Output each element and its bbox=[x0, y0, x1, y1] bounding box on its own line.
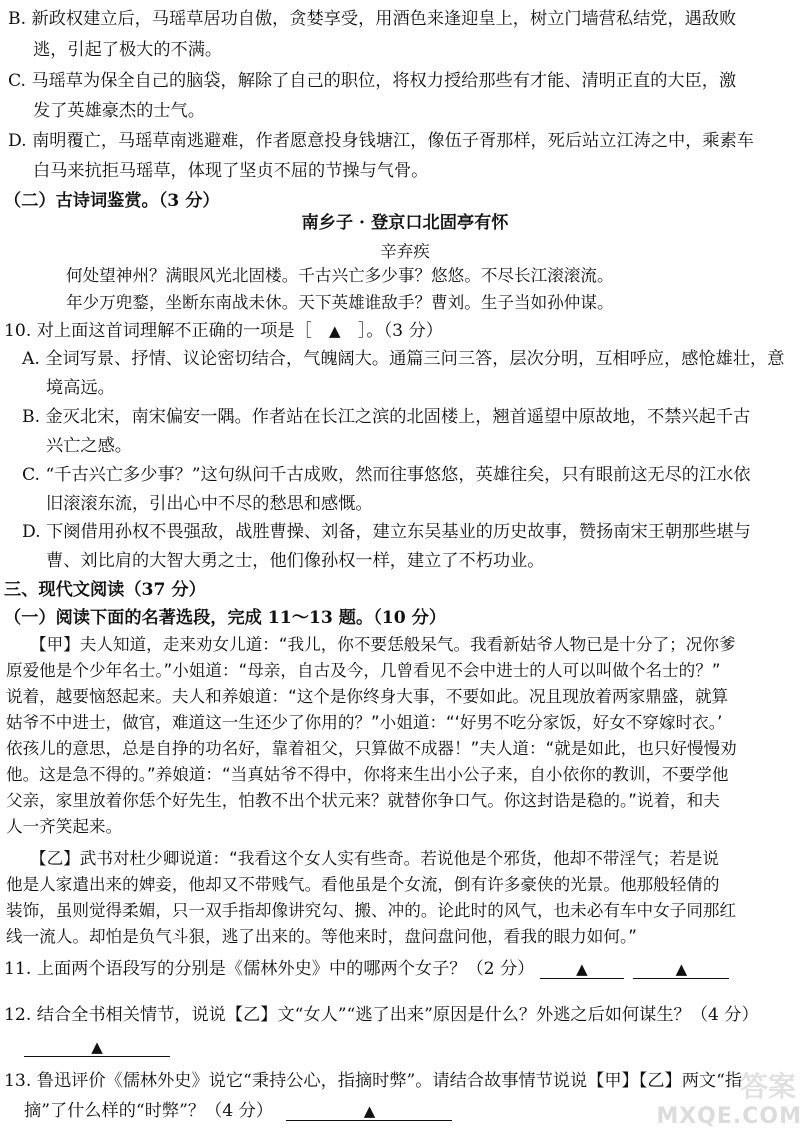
section3-title: 三、现代文阅读（37 分） bbox=[4, 580, 206, 600]
q10-option-c-line1: C. “千古兴亡多少事？”这句纵问千古成败，然而往事悠悠，英雄往矣，只有眼前这无尽的江水依 bbox=[22, 465, 751, 485]
q10-stem-score: ］。（3 分） bbox=[357, 321, 443, 341]
q11 bbox=[4, 956, 729, 982]
poem-line-1: 何处望神州？满眼风光北固楼。千古兴亡多少事？悠悠。不尽长江滚滚流。 bbox=[66, 266, 614, 285]
q10-stem-text: 10. 对上面这首词理解不正确的一项是［ bbox=[4, 321, 312, 341]
q13-answer-blank[interactable] bbox=[286, 1098, 452, 1121]
q13-text-line2: 摘”了什么样的“时弊”？（4 分） bbox=[24, 1101, 274, 1121]
passage-jia-line: 依孩儿的意思，总是自挣的功名好，靠着祖父，只算做不成器！”夫人道：“就是如此，也只好慢慢劝 bbox=[6, 739, 737, 758]
q12-text: 12. 结合全书相关情节，说说【乙】文“女人”“逃了出来”原因是什么？外逃之后如何谋生？（4 分） bbox=[4, 1005, 759, 1025]
q10-option-c-line2: 旧滚滚东流，引出心中不尽的愁思和感慨。 bbox=[46, 494, 373, 514]
passage-jia-line: 原爱他是个少年名士。”小姐道：“母亲，自古及今，几曾看见不会中进士的人可以叫做个名士的？” bbox=[6, 661, 721, 680]
q11-answer-blank-1[interactable] bbox=[540, 956, 624, 979]
q11-answer-blank-2[interactable] bbox=[633, 956, 729, 979]
q13-line2 bbox=[24, 1098, 452, 1124]
q10-option-a-line2: 境高远。 bbox=[46, 378, 115, 398]
q9-option-d-line1: D. 南明覆亡，马瑶草南逃避难，作者愿意投身钱塘江，像伍子胥那样，死后站立江涛之中，乘素车 bbox=[8, 131, 754, 151]
passage-yi-line: 他是人家遣出来的婢妾，他却又不带贱气。看他虽是个女流，倒有许多豪侠的光景。他那般轻倩的 bbox=[6, 875, 720, 894]
section3-subtitle: （一）阅读下面的名著选段，完成 11～13 题。（10 分） bbox=[4, 608, 447, 628]
q10-answer-slot[interactable] bbox=[312, 318, 358, 344]
answer-marker: ▲ bbox=[363, 1102, 376, 1120]
poem-title: 南乡子 · 登京口北固亭有怀 bbox=[301, 213, 509, 233]
watermark-top-text: 答案 bbox=[739, 1070, 796, 1103]
q9-option-b-line2: 逃，引起了极大的不满。 bbox=[33, 40, 223, 60]
q10-option-a-line1: A. 全词写景、抒情、议论密切结合，气魄阔大。通篇三问三答，层次分明，互相呼应，感怆雄壮，意 bbox=[22, 349, 785, 369]
passage-yi-line: 线一流人。却怕是负气斗狠，逃了出来的。等他来时，盘问盘问他，看我的眼力如何。” bbox=[6, 927, 637, 946]
passage-jia-line: 父亲，家里放着你恁个好先生，怕教不出个状元来？就替你争口气。你这封诰是稳的。”说着，和夫 bbox=[6, 791, 720, 810]
q10-stem bbox=[4, 318, 443, 344]
passage-jia-line: 说着，越要恼怒起来。夫人和养娘道：“这个是你终身大事，不要如此。况且现放着两家鼎盛，就算 bbox=[6, 687, 729, 706]
q10-option-b-line2: 兴亡之感。 bbox=[46, 436, 132, 456]
q10-option-d-line1: D. 下阕借用孙权不畏强敌，战胜曹操、刘备，建立东吴基业的历史故事，赞扬南宋王朝那些堪与 bbox=[22, 522, 751, 542]
q10-option-b-line1: B. 金灭北宋，南宋偏安一隅。作者站在长江之滨的北固楼上，翘首遥望中原故地，不禁兴起千古 bbox=[22, 407, 751, 427]
watermark-logo bbox=[656, 1065, 802, 1129]
answer-marker: ▲ bbox=[329, 322, 341, 340]
answer-marker: ▲ bbox=[576, 960, 588, 978]
poem-author: 辛弃疾 bbox=[380, 242, 430, 261]
passage-jia-line: 姑爷不中进士，做官，难道这一生还少了你用的？”小姐道：“‘好男不吃分家饭，好女不穿嫁时衣。’ bbox=[6, 713, 723, 732]
q12-answer bbox=[24, 1034, 170, 1060]
q11-text: 11. 上面两个语段写的分别是《儒林外史》中的哪两个女子？（2 分） bbox=[4, 959, 535, 979]
passage-yi-line: 【乙】武书对杜少卿说道：“我看这个女人实有些奇。若说他是个邪货，他却不带淫气；若是说 bbox=[30, 849, 719, 868]
passage-jia-line: 人一齐笑起来。 bbox=[6, 817, 123, 836]
watermark-site-text: MXQE.COM bbox=[656, 1104, 802, 1129]
q9-option-c-line1: C. 马瑶草为保全自己的脑袋，解除了自己的职位，将权力授给那些有才能、清明正直的大臣，激 bbox=[8, 71, 737, 91]
section2-title: （二）古诗词鉴赏。（3 分） bbox=[4, 191, 220, 211]
q10-option-d-line2: 曹、刘比肩的大智大勇之士，他们像孙权一样，建立了不朽功业。 bbox=[46, 551, 545, 571]
q9-option-b-line1: B. 新政权建立后，马瑶草居功自傲，贪婪享受，用酒色来逢迎皇上，树立门墙营私结党，遇敌败 bbox=[8, 9, 737, 29]
answer-marker: ▲ bbox=[675, 960, 688, 978]
q9-option-c-line2: 发了英雄豪杰的士气。 bbox=[33, 101, 205, 121]
poem-line-2: 年少万兜鍪，坐断东南战未休。天下英雄谁敌手？曹刘。生子当如孙仲谋。 bbox=[66, 293, 614, 312]
passage-jia-line: 【甲】夫人知道，走来劝女儿道：“我儿，你不要恁般呆气。我看新姑爷人物已是十分了；况你爹 bbox=[30, 635, 736, 654]
q12-answer-blank[interactable] bbox=[24, 1034, 170, 1057]
passage-yi-line: 装饰，虽则觉得柔媚，只一双手指却像讲究勾、搬、冲的。论此时的风气，也未必有车中女子同那红 bbox=[6, 901, 737, 920]
q9-option-d-line2: 白马来抗拒马瑶草，体现了坚贞不屈的节操与气骨。 bbox=[33, 161, 429, 181]
passage-jia-line: 他。这是急不得的。”养娘道：“当真姑爷不得中，你将来生出小公子来，自小依你的教训，不要学他 bbox=[6, 765, 729, 784]
q13-text-line1: 13. 鲁迅评价《儒林外史》说它“秉持公心，指摘时弊”。请结合故事情节说说【甲】【乙】两文“指 bbox=[4, 1071, 743, 1091]
answer-marker: ▲ bbox=[91, 1038, 103, 1056]
